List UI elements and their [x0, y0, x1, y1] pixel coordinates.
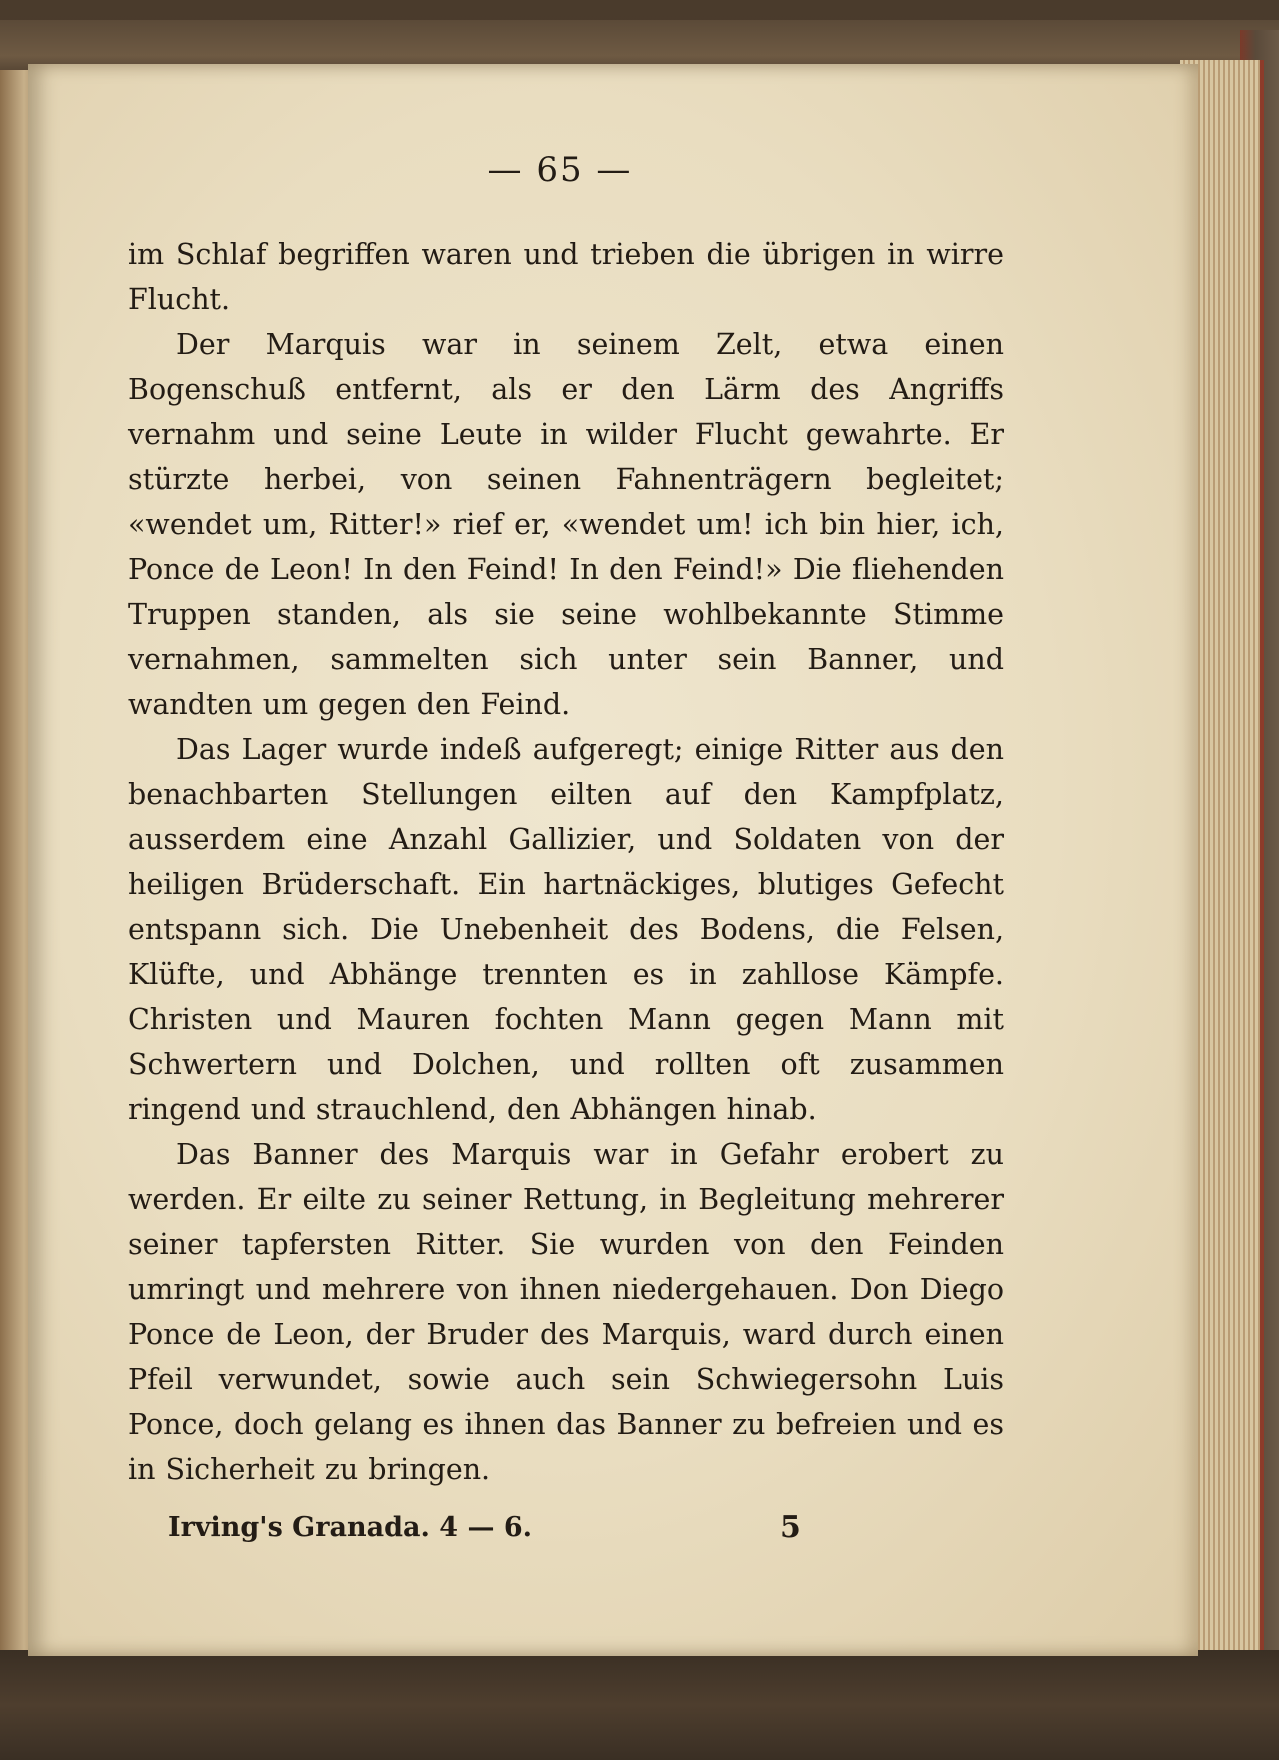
paragraph: im Schlaf begriffen waren und trieben die übrigen in wirre Flucht.: [128, 238, 1004, 316]
book-cover-bottom: [0, 1650, 1279, 1760]
paragraph: Das Lager wurde indeß aufgeregt; einige Ritter aus den benachbarten Stellungen eilten auf den Kampfplatz, ausserdem eine Anzahl Gallizier, und Soldaten von der heiligen Brüderschaft. Ein hartnäckiges, blutiges Gefecht entspann sich. Die Unebenheit des Bodens, die Felsen, Klüfte, und Abhänge trennten es in zahllose Kämpfe. Christen und Mauren fochten Mann gegen Mann mit Schwertern und Dolchen, und rollten oft zusammen ringend und strauchlend, den Abhängen hinab.: [128, 733, 1004, 1126]
body-text: [128, 232, 1004, 1492]
signature-mark: 5: [780, 1510, 801, 1545]
signature-line: Irving's Granada. 4 — 6.: [168, 1512, 533, 1543]
page-number: — 65 —: [487, 150, 633, 190]
paragraph: Das Banner des Marquis war in Gefahr erobert zu werden. Er eilte zu seiner Rettung, in Begleitung mehrerer seiner tapfersten Ritter. Sie wurden von den Feinden umringt und mehrere von ihnen niedergehauen. Don Diego Ponce de Leon, der Bruder des Marquis, ward durch einen Pfeil verwundet, sowie auch sein Schwiegersohn Luis Ponce, doch gelang es ihnen das Banner zu befreien und es in Sicherheit zu bringen.: [128, 1138, 1004, 1486]
paragraph: Der Marquis war in seinem Zelt, etwa einen Bogenschuß entfernt, als er den Lärm des Angriffs vernahm und seine Leute in wilder Flucht gewahrte. Er stürzte herbei, von seinen Fahnenträgern begleitet; «wendet um, Ritter!» rief er, «wendet um! ich bin hier, ich, Ponce de Leon! In den Feind! In den Feind!» Die fliehenden Truppen standen, als sie seine wohlbekannte Stimme vernahmen, sammelten sich unter sein Banner, und wandten um gegen den Feind.: [128, 328, 1004, 721]
